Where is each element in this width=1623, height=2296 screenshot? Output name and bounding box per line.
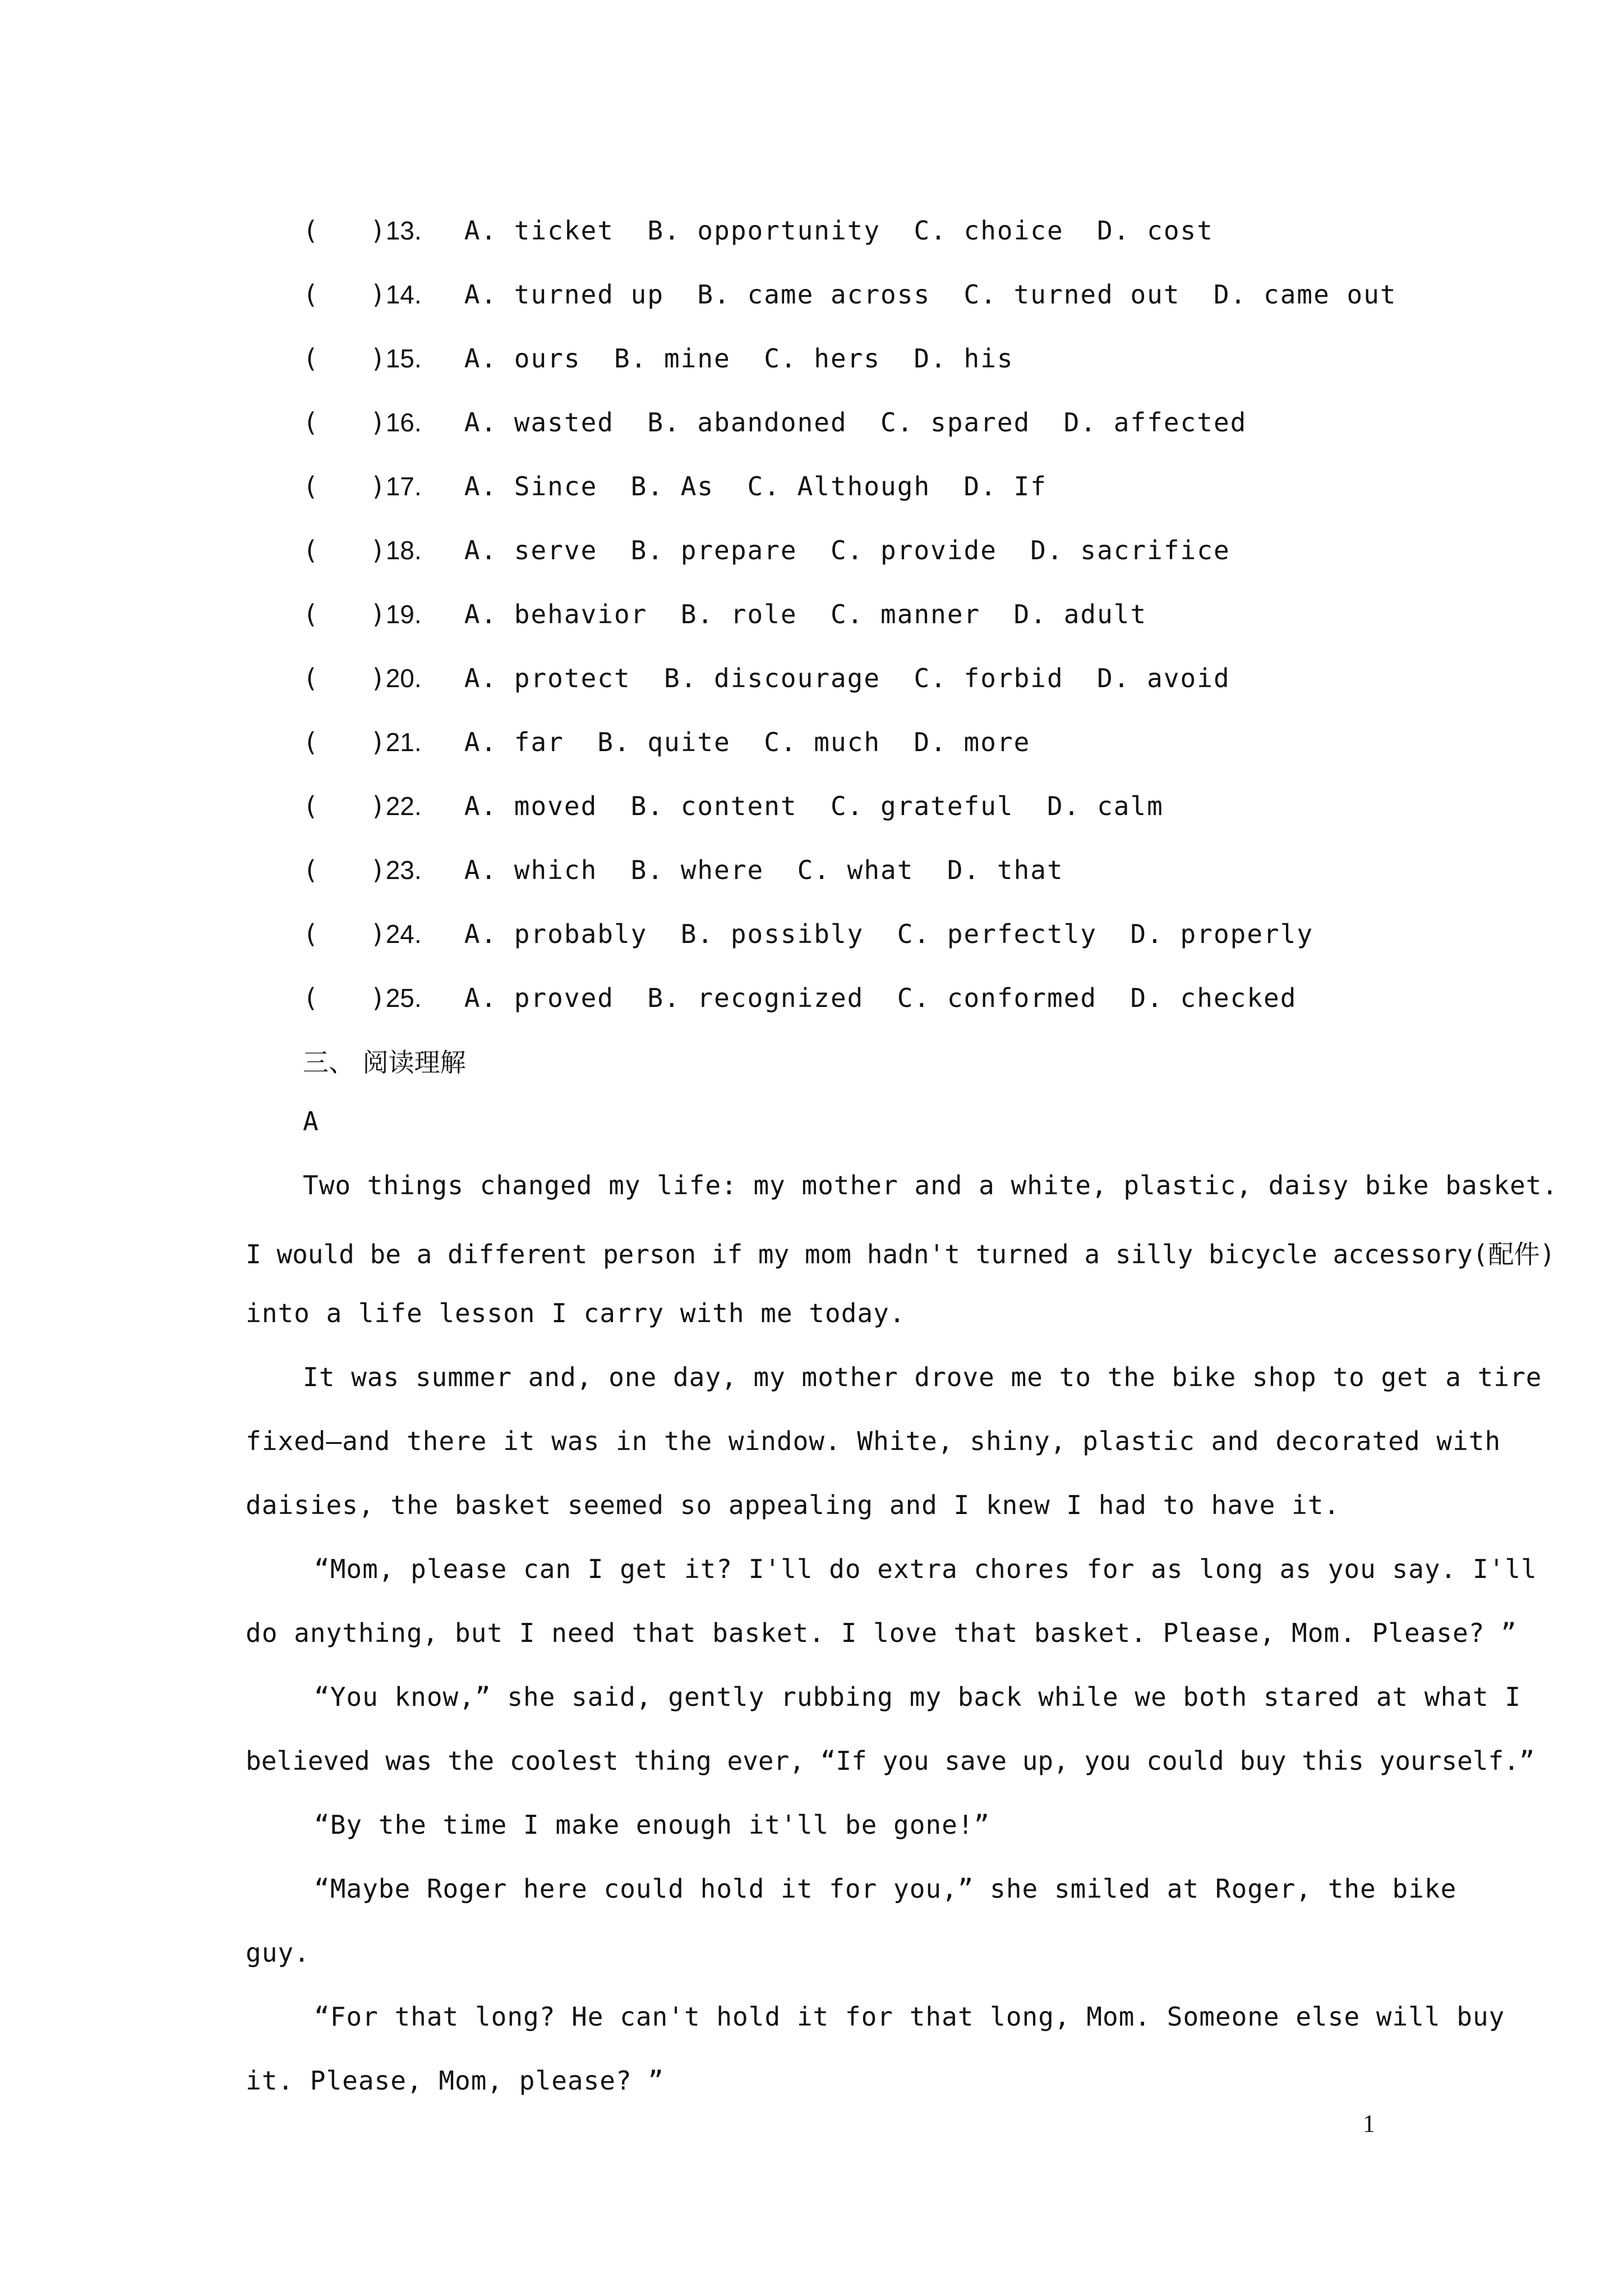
question-row [303,519,1230,581]
answer-paren-open: ( [303,215,319,246]
question-row [303,711,1030,773]
passage-line: into a life lesson I carry with me today. [246,1298,906,1328]
question-row [303,328,1014,389]
question-number: 19. [385,600,422,629]
passage-line: believed was the coolest thing ever, “If you save up, you could buy this yourself.” [246,1746,1535,1776]
question-options: A. behavior B. role C. manner D. adult [464,599,1147,629]
answer-paren-open: ( [303,983,319,1013]
passage-line: I would be a different person if my mom hadn't turned a silly bicycle accessory(配件) [246,1239,1556,1269]
question-options: A. probably B. possibly C. perfectly D. properly [464,919,1314,949]
question-options: A. turned up B. came across C. turned out D. came out [464,279,1397,310]
question-row [303,647,1230,709]
passage-line: It was summer and, one day, my mother drove me to the bike shop to get a tire [303,1362,1542,1392]
question-row [303,200,1214,261]
question-number: 17. [385,472,422,501]
question-row [303,264,1397,325]
question-number: 18. [385,536,422,565]
question-options: A. Since B. As C. Although D. If [464,471,1048,501]
question-options: A. ticket B. opportunity C. choice D. cost [464,215,1214,246]
answer-paren-close: ) [370,791,386,821]
passage-line: “For that long? He can't hold it for that long, Mom. Someone else will buy [314,2001,1505,2032]
question-row [303,775,1164,837]
answer-paren-open: ( [303,663,319,693]
question-number: 22. [385,792,422,821]
answer-paren-close: ) [370,279,386,310]
question-number: 16. [385,408,422,437]
question-options: A. proved B. recognized C. conformed D. checked [464,983,1297,1013]
question-options: A. far B. quite C. much D. more [464,727,1031,757]
answer-paren-open: ( [303,855,319,885]
answer-paren-close: ) [370,663,386,693]
answer-paren-open: ( [303,791,319,821]
answer-paren-close: ) [370,535,386,565]
answer-paren-open: ( [303,727,319,757]
answer-paren-close: ) [370,599,386,629]
question-number: 14. [385,280,422,309]
question-number: 13. [385,216,422,245]
question-number: 24. [385,919,422,949]
answer-paren-open: ( [303,471,319,501]
passage-line: “By the time I make enough it'll be gone!” [314,1810,990,1840]
passage-line: “Maybe Roger here could hold it for you,” she smiled at Roger, the bike [314,1874,1457,1904]
passage-line: it. Please, Mom, please? ” [246,2065,665,2096]
answer-paren-open: ( [303,599,319,629]
passage-line: guy. [246,1938,310,1968]
passage-line: Two things changed my life: my mother and a white, plastic, daisy bike basket. [303,1170,1559,1200]
passage-line: daisies, the basket seemed so appealing and I knew I had to have it. [246,1490,1340,1520]
question-options: A. moved B. content C. grateful D. calm [464,791,1164,821]
question-row [303,583,1147,645]
question-number: 21. [385,728,422,757]
passage-line: do anything, but I need that basket. I love that basket. Please, Mom. Please? ” [246,1618,1517,1648]
question-options: A. serve B. prepare C. provide D. sacrifice [464,535,1230,565]
question-row [303,392,1247,453]
answer-paren-close: ) [370,855,386,885]
answer-paren-close: ) [370,215,386,246]
question-row [303,455,1047,517]
answer-paren-open: ( [303,919,319,949]
question-number: 25. [385,983,422,1013]
answer-paren-close: ) [370,471,386,501]
question-number: 20. [385,664,422,693]
answer-paren-open: ( [303,279,319,310]
passage-label: A [303,1106,319,1137]
answer-paren-close: ) [370,407,386,438]
question-options: A. which B. where C. what D. that [464,855,1064,885]
page-number: 1 [1363,2110,1375,2137]
question-options: A. ours B. mine C. hers D. his [464,343,1014,374]
passage-line: “You know,” she said, gently rubbing my back while we both stared at what I [314,1682,1521,1712]
question-row [303,967,1297,1029]
section-heading: 三、 阅读理解 [303,1047,466,1078]
answer-paren-open: ( [303,407,319,438]
answer-paren-open: ( [303,343,319,374]
passage-line: “Mom, please can I get it? I'll do extra chores for as long as you say. I'll [314,1554,1537,1584]
answer-paren-close: ) [370,727,386,757]
passage-line: fixed—and there it was in the window. White, shiny, plastic and decorated with [246,1426,1501,1456]
question-options: A. wasted B. abandoned C. spared D. affected [464,407,1247,438]
question-number: 23. [385,855,422,885]
question-row [303,839,1064,901]
answer-paren-close: ) [370,343,386,374]
question-number: 15. [385,344,422,373]
answer-paren-close: ) [370,983,386,1013]
question-options: A. protect B. discourage C. forbid D. avoid [464,663,1230,693]
answer-paren-close: ) [370,919,386,949]
answer-paren-open: ( [303,535,319,565]
question-row [303,903,1313,965]
